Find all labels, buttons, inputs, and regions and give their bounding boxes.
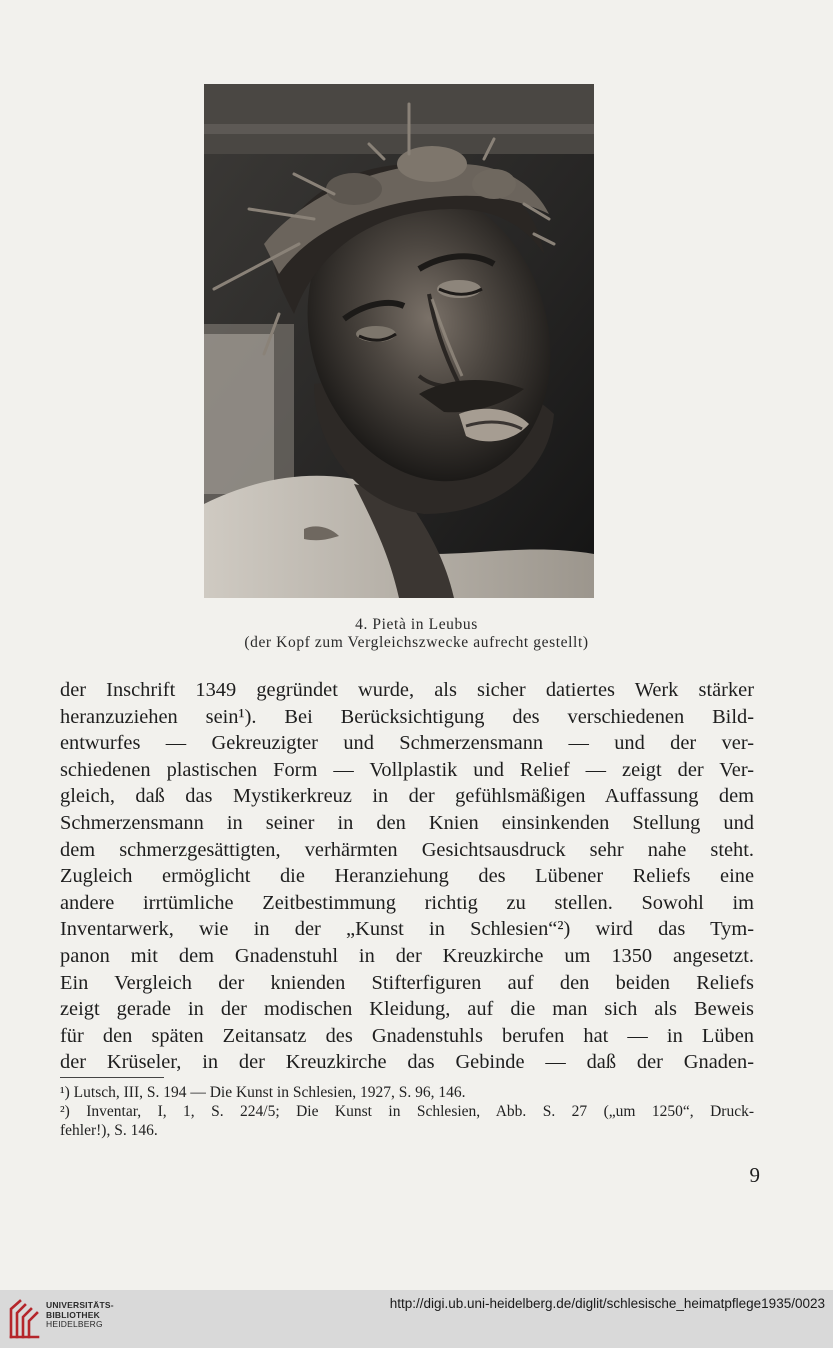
footnote-2-line-1: ²) Inventar, I, 1, S. 224/5; Die Kunst in Schlesien, Abb. S. 27 („um 1250“, Druck- xyxy=(60,1103,754,1120)
footnote-1: ¹) Lutsch, III, S. 194 — Die Kunst in Schlesien, 1927, S. 96, 146. xyxy=(60,1084,466,1101)
page-number: 9 xyxy=(749,1163,760,1187)
body-line: für den späten Zeitansatz des Gnadenstuhls berufen hat — in Lüben xyxy=(60,1024,754,1047)
pieta-photograph xyxy=(204,84,594,598)
logo-line-2: BIBLIOTHEK xyxy=(46,1309,100,1320)
body-line: zeigt gerade in der modischen Kleidung, auf die man sich als Beweis xyxy=(60,998,754,1021)
logo-line-3: HEIDELBERG xyxy=(46,1319,103,1329)
body-line: andere irrtümliche Zeitbestimmung richtig zu stellen. Sowohl im xyxy=(60,891,754,914)
logo-line-1: UNIVERSITÄTS- xyxy=(46,1300,114,1310)
body-line: Schmerzensmann in seiner in den Knien einsinkenden Stellung und xyxy=(60,811,754,834)
body-line: der Krüseler, in der Kreuzkirche das Gebinde — daß der Gnaden- xyxy=(60,1051,754,1074)
body-line: Zugleich ermöglicht die Heranziehung des Lübener Reliefs eine xyxy=(60,865,754,888)
footnotes xyxy=(60,1083,754,1140)
body-line: gleich, daß das Mystikerkreuz in der gefühlsmäßigen Auffassung dem xyxy=(60,785,754,808)
footnote-divider xyxy=(60,1077,164,1078)
pieta-head-image xyxy=(204,84,594,598)
library-logo-icon xyxy=(8,1297,42,1339)
body-line: Inventarwerk, wie in der „Kunst in Schlesien“²) wird das Tym- xyxy=(60,918,754,941)
body-line: heranzuziehen sein¹). Bei Berücksichtigung des verschiedenen Bild- xyxy=(60,705,754,728)
body-line: schiedenen plastischen Form — Vollplastik und Relief — zeigt der Ver- xyxy=(60,758,754,781)
source-url-link[interactable]: http://digi.ub.uni-heidelberg.de/diglit/schlesische_heimatpflege1935/0023 xyxy=(389,1296,825,1311)
library-logo-text xyxy=(46,1301,114,1330)
body-line: der Inschrift 1349 gegründet wurde, als sicher datiertes Werk stärker xyxy=(60,679,754,701)
body-line: Ein Vergleich der knienden Stifterfiguren auf den beiden Reliefs xyxy=(60,971,754,994)
footnote-2-line-2: fehler!), S. 146. xyxy=(60,1122,158,1139)
body-paragraph xyxy=(60,677,754,1076)
body-line: panon mit dem Gnadenstuhl in der Kreuzkirche um 1350 angesetzt. xyxy=(60,944,754,967)
body-line: dem schmerzgesättigten, verhärmten Gesichtsausdruck sehr nahe steht. xyxy=(60,838,754,861)
body-line: entwurfes — Gekreuzigter und Schmerzensmann — und der ver- xyxy=(60,732,754,755)
figure-caption-title: 4. Pietà in Leubus xyxy=(355,616,478,633)
figure-caption-note: (der Kopf zum Vergleichszwecke aufrecht gestellt) xyxy=(244,634,589,651)
